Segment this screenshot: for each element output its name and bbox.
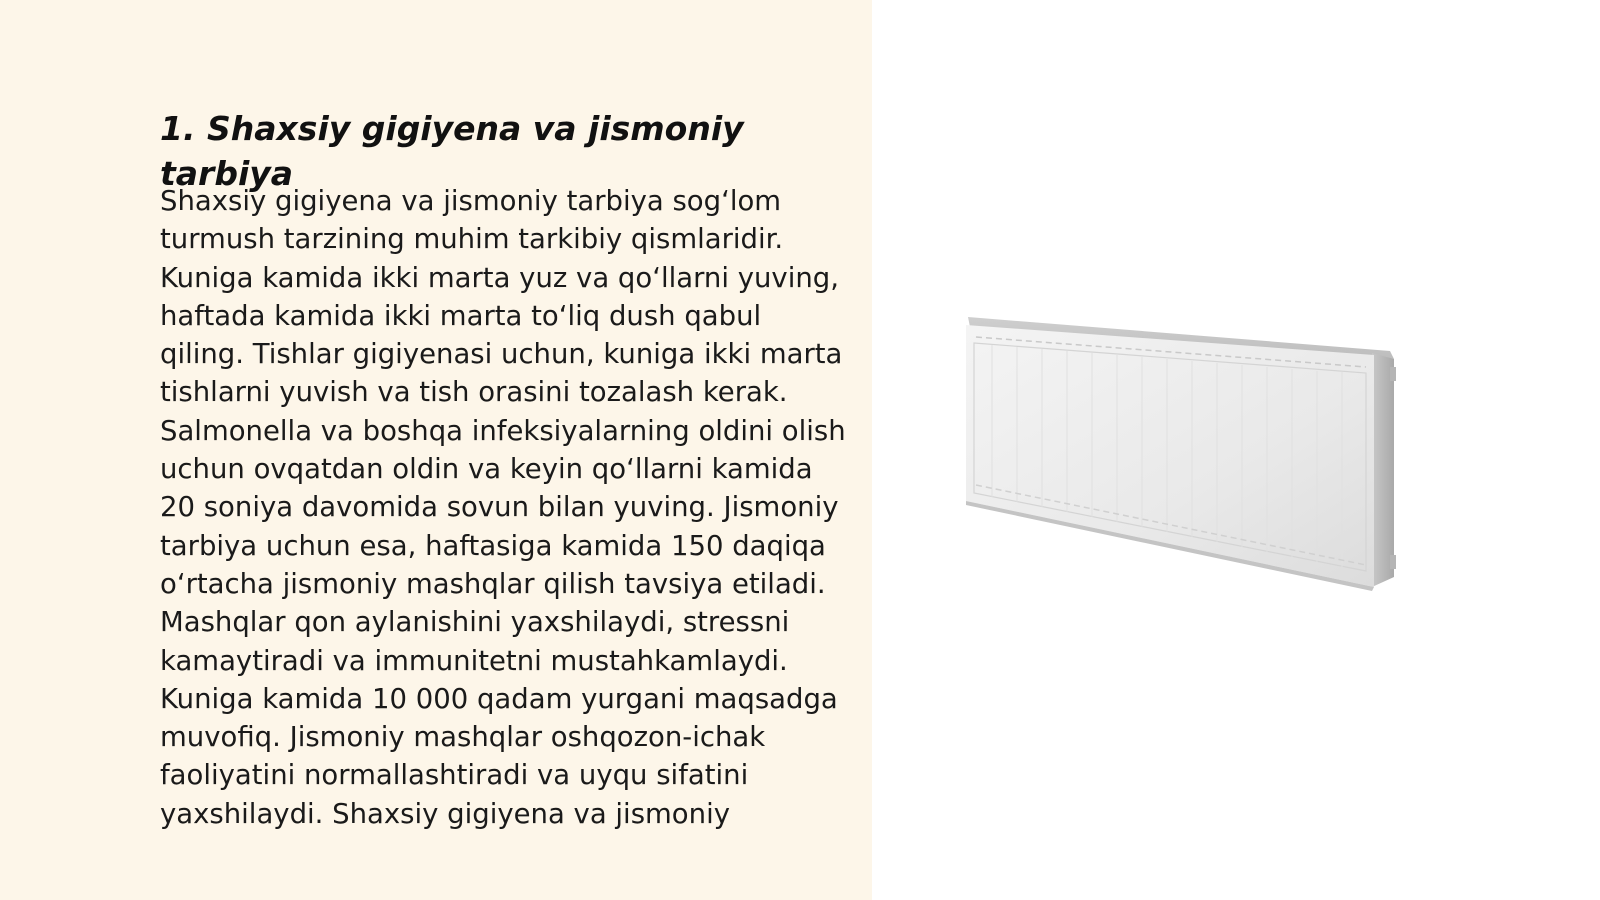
radiator-image (962, 315, 1402, 595)
text-block (160, 106, 850, 833)
section-body: Shaxsiy gigiyena va jismoniy tarbiya sog‘lom turmush tarzining muhim tarkibiy qismlaridir. Kuniga kamida ikki marta yuz va qo‘llarni yuving, haftada kamida ikki marta to‘liq dush qabul qiling. Tishlar gigiyenasi uchun, kuniga ikki marta tishlarni yuvish va tish orasini tozalash kerak. Salmonella va boshqa infeksiyalarning oldini olish uchun ovqatdan oldin va keyin qo‘llarni kamida 20 soniya davomida sovun bilan yuving. Jismoniy tarbiya uchun esa, haftasiga kamida 150 daqiqa o‘rtacha jismoniy mashqlar qilish tavsiya etiladi. Mashqlar qon aylanishini yaxshilaydi, stressni kamaytiradi va immunitetni mustahkamlaydi. Kuniga kamida 10 000 qadam yurgani maqsadga muvofiq. Jismoniy mashqlar oshqozon-ichak faoliyatini normallashtiradi va uyqu sifatini yaxshilaydi. Shaxsiy gigiyena va jismoniy (160, 185, 846, 830)
image-panel (872, 0, 1600, 900)
section-heading: 1. Shaxsiy gigiyena va jismoniy tarbiya (160, 109, 744, 193)
